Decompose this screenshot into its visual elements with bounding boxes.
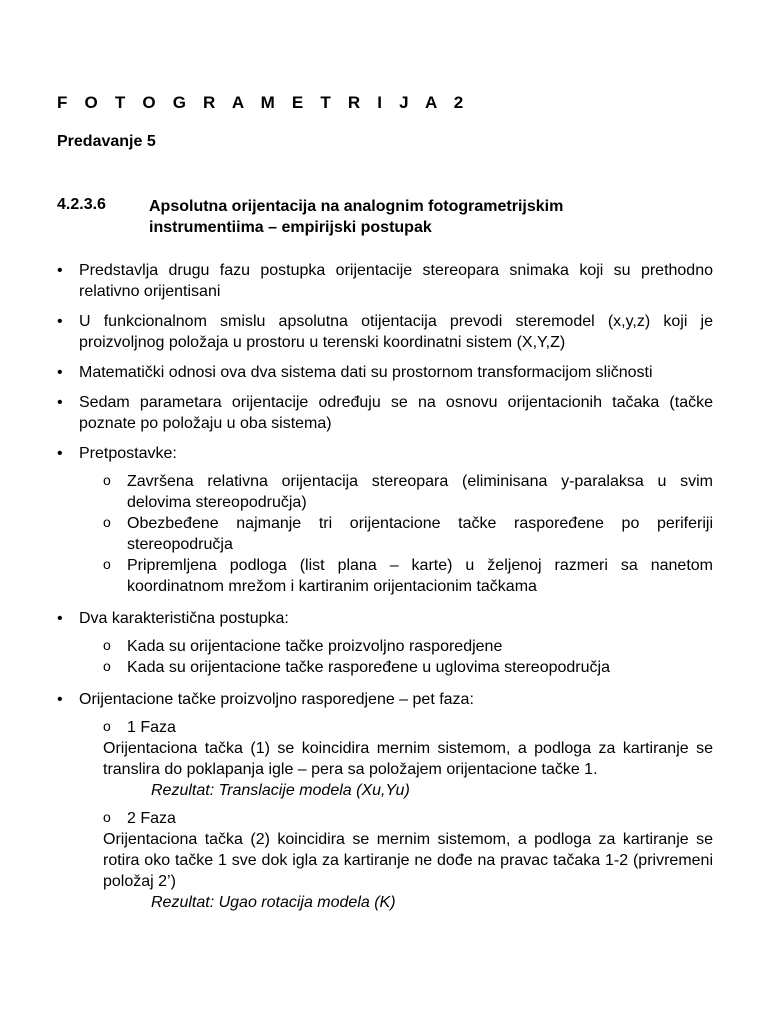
sub-list-item: o Pripremljena podloga (list plana – karte) u željenoj razmeri sa nanetom koordinatnom mrežom i kartiranim orijentacionim tačkama xyxy=(103,555,713,597)
bullet-item: • Dva karakteristična postupka: xyxy=(57,608,713,629)
bullet-item: • Matematički odnosi ova dva sistema dati su prostornom transformacijom sličnosti xyxy=(57,362,713,383)
phase-result: Rezultat: Translacije modela (Xu,Yu) xyxy=(151,782,410,799)
sub-list-item: o Obezbeđene najmanje tri orijentacione tačke raspoređene po periferiji stereopodručja xyxy=(103,513,713,555)
assumptions-list xyxy=(103,471,713,597)
bullet-item: • Sedam parametara orijentacije određuju se na osnovu orijentacionih tačaka (tačke poznate po položaju u oba sistema) xyxy=(57,392,713,434)
section-title-line-2: instrumentiima – empirijski postupak xyxy=(149,219,432,236)
bullet-item: • Pretpostavke: xyxy=(57,443,713,464)
content-body xyxy=(57,260,713,913)
bullet-item: • U funkcionalnom smislu apsolutna otijentacija prevodi steremodel (x,y,z) koji je proizvoljnog položaja u prostoru u terenski koordinatni sistem (X,Y,Z) xyxy=(57,311,713,353)
lecture-label: Predavanje 5 xyxy=(57,133,156,150)
sub-list-item: o Završena relativna orijentacija stereopara (eliminisana y-paralaksa u svim delovima stereopodručja) xyxy=(103,471,713,513)
sub-list-item: o Kada su orijentacione tačke raspoređene u uglovima stereopodručja xyxy=(103,657,713,678)
bullet-item: • Predstavlja drugu fazu postupka orijentacije stereopara snimaka koji su prethodno relativno orijentisani xyxy=(57,260,713,302)
section-title-line-1: Apsolutna orijentacija na analognim fotogrametrijskim xyxy=(149,198,564,215)
phase-result: Rezultat: Ugao rotacija modela (Κ) xyxy=(151,894,396,911)
phase-text: Orijentaciona tačka (2) koincidira se mernim sistemom, a podloga za kartiranje se rotira oko tačke 1 sve dok igla za kartiranje ne dođe na pravac tačaka 1-2 (privremeni položaj 2’) xyxy=(103,831,713,890)
phase-label: o 2 Faza xyxy=(103,808,713,829)
phase-label: o 1 Faza xyxy=(103,717,713,738)
section-number: 4.2.3.6 xyxy=(57,196,106,213)
sub-list-item: o Kada su orijentacione tačke proizvoljno rasporedjene xyxy=(103,636,713,657)
section-title xyxy=(149,196,669,238)
document-title: F O T O G R A M E T R I J A 2 xyxy=(57,93,470,112)
phase-block xyxy=(103,717,713,801)
phase-text: Orijentaciona tačka (1) se koincidira mernim sistemom, a podloga za kartiranje se translira do poklapanja igle – pera sa položajem orijentacione tačke 1. xyxy=(103,740,713,778)
procedures-list xyxy=(103,636,713,678)
phase-block xyxy=(103,808,713,913)
bullet-item: • Orijentacione tačke proizvoljno rasporedjene – pet faza: xyxy=(57,689,713,710)
